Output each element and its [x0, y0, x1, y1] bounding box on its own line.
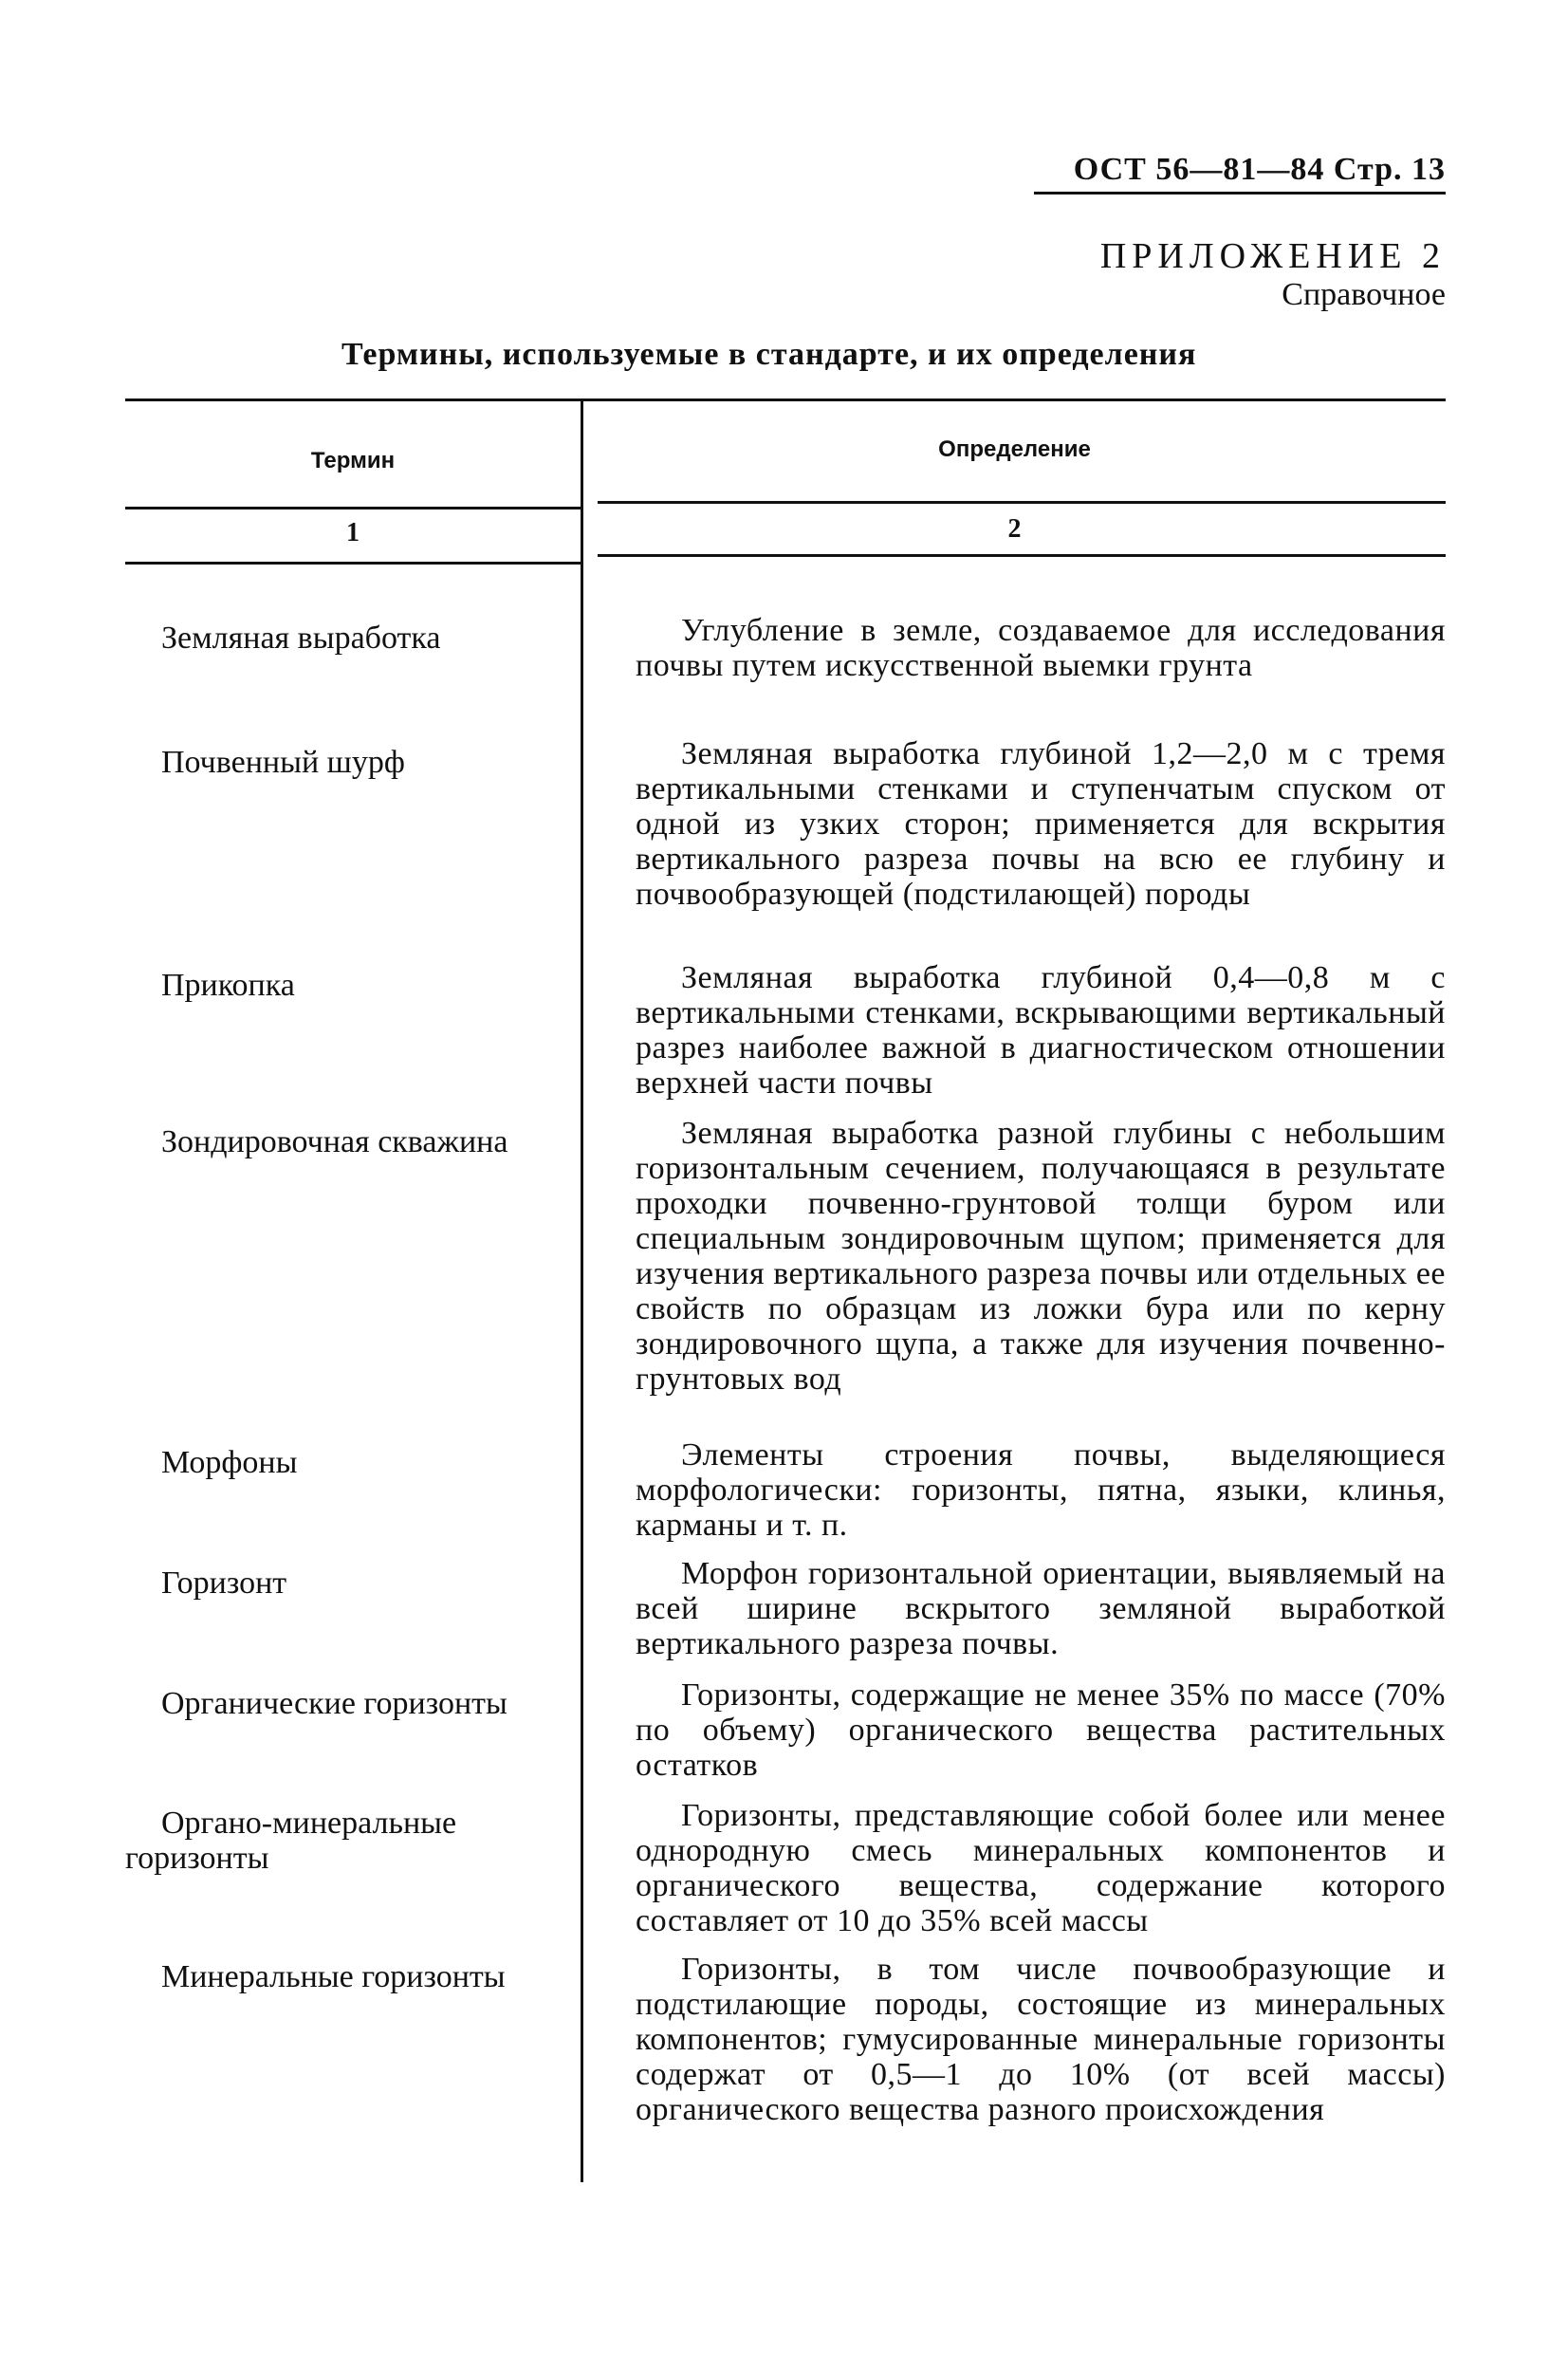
term-cell: Зондировочная скважина [161, 1124, 508, 1159]
term-cell: Морфоны [161, 1445, 298, 1480]
appendix-title: ПРИЛОЖЕНИЕ 2 [1099, 236, 1446, 276]
appendix-subtitle: Справочное [1282, 277, 1446, 312]
definition-cell: Земляная выработка разной глубины с небольшим горизонтальным сечением, получающаяся в результате проходки почвенно-грунтовой толщи буром или специальным зондировочным щупом; применяется для изучения вертикального разреза почвы или отдельных ее свойств по образцам из ложки бура или по керну зондировочного щупа, а также для изучения почвенно-грунтовых вод [636, 1116, 1446, 1397]
definition-cell: Земляная выработка глубиной 1,2—2,0 м с тремя вертикальными стенками и ступенчатым спуском от одной из узких сторон; применяется для вскрытия вертикального разреза почвы на всю ее глубину и почвообразующей (подстилающей) породы [636, 736, 1446, 912]
term-cell: Прикопка [161, 968, 295, 1003]
term-column-header: Термин [310, 448, 396, 473]
definition-column-number: 2 [1007, 514, 1022, 544]
term-cell: Земляная выработка [161, 621, 441, 656]
table-title: Термины, используемые в стандарте, и их определения [341, 337, 1197, 372]
number-rule-left [125, 562, 581, 565]
header-rule-right [598, 501, 1446, 504]
definition-cell: Морфон горизонтальной ориентации, выявляемый на всей ширине вскрытого земляной выработкой вертикального разреза почвы. [636, 1556, 1446, 1661]
definition-cell: Углубление в земле, создаваемое для исследования почвы путем искусственной выемки грунта [636, 613, 1446, 683]
number-rule-right [598, 554, 1446, 557]
definition-cell: Элементы строения почвы, выделяющиеся морфологически: горизонты, пятна, языки, клинья, карманы и т. п. [636, 1437, 1446, 1543]
header-rule-left [125, 507, 581, 510]
term-cell: Органические горизонты [161, 1686, 507, 1721]
term-column-number: 1 [346, 518, 360, 547]
table-top-rule [125, 398, 1446, 401]
term-cell: Почвенный шурф [161, 745, 405, 780]
definition-column-header: Определение [938, 436, 1091, 462]
term-cell: Горизонт [161, 1566, 287, 1601]
term-cell: Минеральные горизонты [161, 1959, 506, 1994]
document-reference: ОСТ 56—81—84 Стр. 13 [1034, 152, 1446, 195]
definition-cell: Горизонты, содержащие не менее 35% по массе (70% по объему) органического вещества растительных остатков [636, 1677, 1446, 1783]
definition-cell: Горизонты, в том числе почвообразующие и подстилающие породы, состоящие из минеральных компонентов; гумусированные минеральные горизонты содержат от 0,5—1 до 10% (от всей массы) органического вещества разного происхождения [636, 1952, 1446, 2127]
column-divider [581, 398, 583, 2182]
definition-cell: Земляная выработка глубиной 0,4—0,8 м с вертикальными стенками, вскрывающими вертикальный разрез наиболее важной в диагностическом отношении верхней части почвы [636, 960, 1446, 1101]
definition-cell: Горизонты, представляющие собой более или менее однородную смесь минеральных компонентов и органического вещества, содержание которого составляет от 10 до 35% всей массы [636, 1798, 1446, 1938]
term-cell: Органо-минеральные горизонты [125, 1806, 457, 1876]
